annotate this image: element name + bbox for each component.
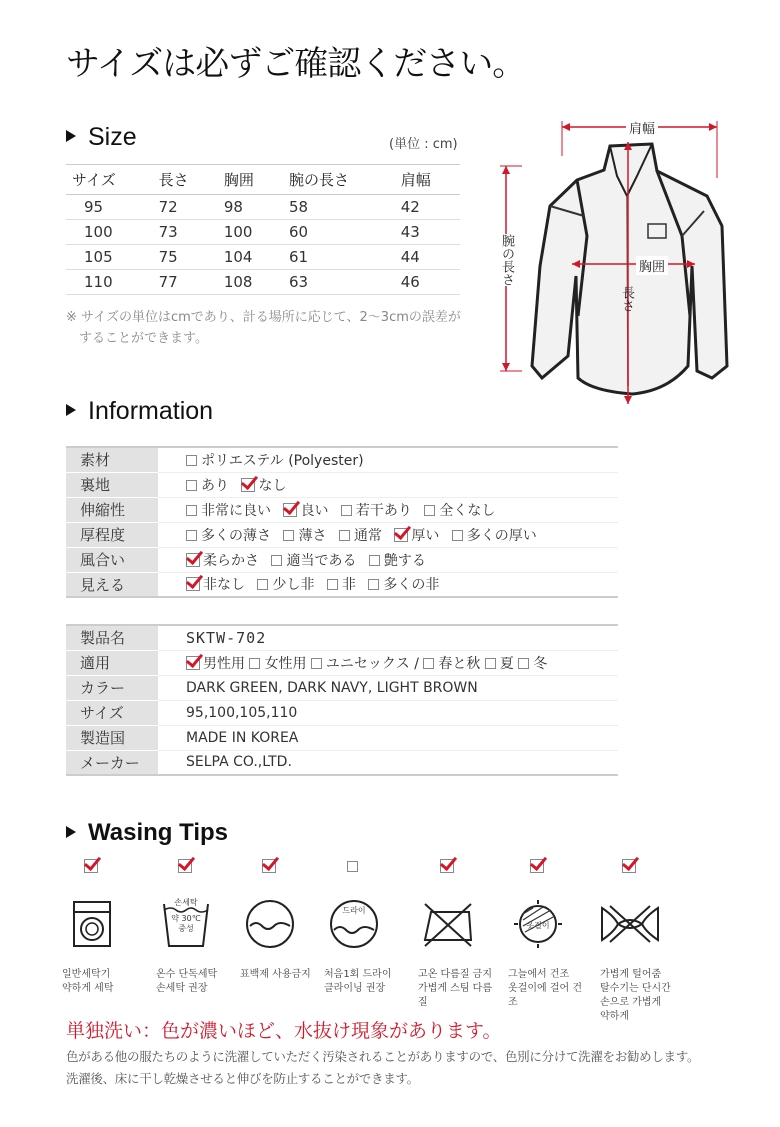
- checkbox-icon: [311, 658, 322, 669]
- table-cell: 44: [395, 245, 460, 270]
- icon-text: 중성: [178, 924, 194, 933]
- option-item: [368, 577, 439, 593]
- table-cell: 63: [283, 270, 395, 295]
- option-label: 艶する: [383, 552, 426, 569]
- tip-hand-wash: [142, 856, 230, 996]
- option-label: なし: [258, 477, 287, 494]
- table-cell: 43: [395, 220, 460, 245]
- table-cell: 60: [283, 220, 395, 245]
- checked-checkbox-icon: [84, 859, 98, 873]
- option-label: 厚い: [411, 527, 440, 544]
- checkbox-icon: [327, 579, 338, 590]
- caption-line: 옷걸이에 걸어 건조: [508, 983, 582, 1008]
- triangle-bullet-icon: [66, 404, 76, 416]
- use-label: 適用: [66, 650, 158, 675]
- size-heading-text: Size: [88, 123, 137, 151]
- product-size-value: 95,100,105,110: [158, 700, 618, 725]
- option-item: [186, 553, 259, 569]
- option-label: 多くの非: [383, 577, 440, 594]
- checkbox-icon: [424, 505, 435, 516]
- table-row: [66, 625, 618, 650]
- table-cell: 42: [395, 195, 460, 220]
- option-item: [424, 503, 495, 519]
- option-label: 通常: [353, 527, 382, 544]
- option-label: ユニセックス /: [325, 655, 419, 672]
- washing-machine-icon: [48, 896, 136, 952]
- maker-value: SELPA CO.,LTD.: [158, 750, 618, 775]
- option-item: [249, 656, 306, 672]
- color-label: カラー: [66, 675, 158, 700]
- information-heading-text: Information: [88, 397, 214, 425]
- checkbox-icon: [423, 658, 434, 669]
- washing-tips-heading: [66, 819, 228, 847]
- table-cell: 77: [153, 270, 218, 295]
- tip-mark: [586, 856, 674, 878]
- option-item: [283, 503, 328, 519]
- checkbox-icon: [341, 505, 352, 516]
- triangle-bullet-icon: [66, 826, 76, 838]
- option-label: 全くなし: [439, 502, 496, 519]
- option-label: 春と秋: [438, 655, 481, 672]
- option-label: 適当である: [286, 552, 357, 569]
- table-row: [66, 245, 460, 270]
- size-note-line: ※ サイズの単位はcmであり、計る場所に応じて、2～3cmの誤差が: [66, 310, 461, 325]
- caption-line: 손세탁 권장: [156, 983, 208, 994]
- option-item: [518, 656, 547, 672]
- caption-line: 가볍게 털어줌: [600, 969, 662, 980]
- table-row: [66, 725, 618, 750]
- col-chest: 胸囲: [218, 165, 283, 195]
- table-row: [66, 195, 460, 220]
- caption-line: 일반세탁기: [62, 969, 111, 980]
- checkbox-icon: [368, 579, 379, 590]
- hand-wash-icon: [142, 896, 230, 952]
- caption-line: 클라이닝 권장: [324, 983, 386, 994]
- table-row: [66, 547, 618, 572]
- table-cell: 46: [395, 270, 460, 295]
- option-item: [283, 528, 326, 544]
- caption-line: 처음1회 드라이: [324, 969, 392, 980]
- lining-label: 裏地: [66, 472, 158, 497]
- option-item: [186, 478, 229, 494]
- origin-value: MADE IN KOREA: [158, 725, 618, 750]
- dry-clean-icon: [310, 896, 398, 952]
- table-cell: 110: [66, 270, 153, 295]
- tip-caption: [226, 968, 314, 982]
- table-row: [66, 472, 618, 497]
- option-label: 非常に良い: [201, 502, 271, 519]
- table-row: [66, 270, 460, 295]
- tip-caption: [494, 968, 582, 1010]
- icon-text: 손세탁: [174, 898, 198, 907]
- size-table-header: [66, 165, 460, 195]
- option-item: [485, 656, 514, 672]
- size-unit: (単位 : cm): [389, 137, 458, 152]
- table-cell: 73: [153, 220, 218, 245]
- icon-text: 드라이: [342, 906, 366, 915]
- tip-caption: [310, 968, 398, 996]
- checkbox-icon: [347, 861, 358, 872]
- table-cell: 105: [66, 245, 153, 270]
- tip-no-iron: [404, 856, 492, 1010]
- option-label: 柔らかさ: [203, 552, 259, 569]
- tip-no-bleach: [226, 856, 314, 982]
- option-item: [186, 503, 271, 519]
- size-note-line: することができます。: [79, 331, 208, 346]
- lining-value: [158, 472, 618, 497]
- option-label: あり: [201, 477, 229, 494]
- table-cell: 61: [283, 245, 395, 270]
- size-note: [66, 307, 486, 349]
- option-label: 非: [341, 577, 356, 594]
- icon-text: 약 30℃: [171, 914, 201, 923]
- tip-mark: [494, 856, 582, 878]
- caption-line: 표백제 사용금지: [240, 969, 311, 980]
- col-shoulder: 肩幅: [395, 165, 460, 195]
- checkbox-icon: [369, 555, 380, 566]
- option-label: 女性用: [264, 655, 307, 672]
- table-cell: 72: [153, 195, 218, 220]
- tip-caption: [48, 968, 136, 996]
- option-item: [257, 577, 314, 593]
- stretch-label: 伸縮性: [66, 497, 158, 522]
- garment-measure-figure: [492, 116, 732, 416]
- color-value: DARK GREEN, DARK NAVY, LIGHT BROWN: [158, 675, 618, 700]
- checkbox-icon: [485, 658, 496, 669]
- tip-dry-clean: [310, 856, 398, 996]
- option-label: 少し非: [272, 577, 315, 594]
- caption-line: 약하게: [600, 1011, 629, 1022]
- option-item: [327, 577, 356, 593]
- checked-checkbox-icon: [178, 859, 192, 873]
- checked-checkbox-icon: [530, 859, 544, 873]
- checkbox-icon: [283, 530, 294, 541]
- length-label: 長さ: [619, 286, 634, 312]
- caption-line: 온수 단독세탁: [156, 969, 218, 980]
- checkbox-icon: [186, 455, 197, 466]
- checked-checkbox-icon: [241, 478, 255, 492]
- tip-mark: [310, 856, 398, 878]
- size-table: [66, 164, 460, 295]
- option-label: 夏: [499, 655, 514, 672]
- checkbox-icon: [339, 530, 350, 541]
- tip-washing-machine: [48, 856, 136, 996]
- option-item: [311, 656, 419, 672]
- table-row: [66, 750, 618, 775]
- tip-mark: [226, 856, 314, 878]
- option-label: 男性用: [203, 655, 245, 672]
- table-cell: 98: [218, 195, 283, 220]
- option-item: [186, 528, 271, 544]
- checked-checkbox-icon: [186, 656, 200, 670]
- option-label: 薄さ: [298, 527, 327, 544]
- shoulder-label: 肩幅: [626, 118, 658, 137]
- product-size-label: サイズ: [66, 700, 158, 725]
- page-title: サイズは必ずご確認ください。: [66, 44, 526, 84]
- table-cell: 100: [218, 220, 283, 245]
- option-item: [241, 478, 286, 494]
- table-cell: 108: [218, 270, 283, 295]
- hand-wash-text: [170, 898, 202, 934]
- table-cell: 95: [66, 195, 153, 220]
- washing-tips-heading-text: Wasing Tips: [88, 819, 229, 846]
- checkbox-icon: [186, 480, 197, 491]
- option-item: [423, 656, 480, 672]
- table-row: [66, 220, 460, 245]
- maker-label: メーカー: [66, 750, 158, 775]
- texture-value: [158, 547, 618, 572]
- checkbox-icon: [271, 555, 282, 566]
- col-length: 長さ: [153, 165, 218, 195]
- table-cell: 104: [218, 245, 283, 270]
- checkbox-icon: [186, 505, 197, 516]
- option-item: [394, 528, 439, 544]
- table-cell: 58: [283, 195, 395, 220]
- option-item: [186, 453, 364, 469]
- option-label: 冬: [533, 655, 548, 672]
- option-label: 非なし: [203, 577, 245, 594]
- wash-text-line: 色がある他の服たちのように洗濯していただく汚染されることがありますので、色別に分けて洗濯をお勧めします。: [66, 1049, 700, 1064]
- wash-text-line: 洗濯後、床に干し乾燥させると伸びを防止することができます。: [66, 1071, 419, 1086]
- no-wring-icon: [586, 896, 674, 952]
- tip-caption: [404, 968, 492, 1010]
- checked-checkbox-icon: [394, 528, 408, 542]
- col-size: サイズ: [66, 165, 153, 195]
- information-heading: [66, 397, 213, 426]
- option-label: 多くの厚い: [466, 527, 537, 544]
- option-item: [369, 553, 426, 569]
- material-value: [158, 447, 618, 472]
- product-name-label: 製品名: [66, 625, 158, 650]
- tip-shade-dry: [494, 856, 582, 1010]
- table-row: [66, 572, 618, 597]
- caption-line: 고온 다름질 금지: [418, 969, 492, 980]
- option-item: [339, 528, 382, 544]
- size-heading: [66, 123, 137, 152]
- origin-label: 製造国: [66, 725, 158, 750]
- option-item: [452, 528, 537, 544]
- wash-warning: 単独洗い：色が濃いほど、水抜け現象があります。: [66, 1020, 502, 1042]
- checked-checkbox-icon: [186, 577, 200, 591]
- tip-caption: [142, 968, 230, 996]
- table-row: [66, 675, 618, 700]
- option-label: 良い: [300, 502, 329, 519]
- table-row: [66, 700, 618, 725]
- icon-text: 옷걸이: [526, 921, 550, 930]
- checkbox-icon: [257, 579, 268, 590]
- table-cell: 75: [153, 245, 218, 270]
- checkbox-icon: [186, 530, 197, 541]
- tip-mark: [142, 856, 230, 878]
- product-name-value: SKTW-702: [158, 625, 618, 650]
- table-cell: 100: [66, 220, 153, 245]
- tip-mark: [404, 856, 492, 878]
- tip-caption: [586, 968, 674, 1024]
- checked-checkbox-icon: [186, 553, 200, 567]
- checked-checkbox-icon: [262, 859, 276, 873]
- triangle-bullet-icon: [66, 130, 76, 142]
- material-info-table: [66, 446, 618, 598]
- seethrough-label: 見える: [66, 572, 158, 597]
- table-row: [66, 522, 618, 547]
- caption-line: 가볍게 스팀 다름질: [418, 983, 492, 1008]
- product-info-table: [66, 624, 618, 776]
- shade-dry-icon: [494, 896, 582, 952]
- caption-line: 그늘에서 건조: [508, 969, 570, 980]
- seethrough-value: [158, 572, 618, 597]
- checked-checkbox-icon: [283, 503, 297, 517]
- option-item: [341, 503, 412, 519]
- checked-checkbox-icon: [622, 859, 636, 873]
- caption-line: 약하게 세탁: [62, 983, 114, 994]
- use-value: [158, 650, 618, 675]
- thickness-value: [158, 522, 618, 547]
- no-bleach-icon: [226, 896, 314, 952]
- option-label: 若干あり: [355, 502, 412, 519]
- table-row: [66, 447, 618, 472]
- shirt-drawing-icon: [492, 116, 732, 416]
- caption-line: 탈수기는 단시간: [600, 983, 671, 994]
- tip-mark: [48, 856, 136, 878]
- tip-no-wring: [586, 856, 674, 1024]
- col-arm: 腕の長さ: [283, 165, 395, 195]
- chest-label: 胸囲: [636, 256, 668, 275]
- option-item: [271, 553, 356, 569]
- wash-text: [66, 1046, 699, 1090]
- checked-checkbox-icon: [440, 859, 454, 873]
- material-label: 素材: [66, 447, 158, 472]
- table-row: [66, 497, 618, 522]
- texture-label: 風合い: [66, 547, 158, 572]
- stretch-value: [158, 497, 618, 522]
- arm-length-label: 腕の長さ: [499, 234, 514, 286]
- option-item: [186, 577, 245, 593]
- checkbox-icon: [518, 658, 529, 669]
- table-row: [66, 650, 618, 675]
- thickness-label: 厚程度: [66, 522, 158, 547]
- option-label: ポリエステル (Polyester): [201, 452, 364, 469]
- option-item: [186, 656, 245, 672]
- option-label: 多くの薄さ: [201, 527, 271, 544]
- checkbox-icon: [249, 658, 260, 669]
- no-iron-icon: [404, 896, 492, 952]
- caption-line: 손으로 가볍게: [600, 997, 662, 1008]
- checkbox-icon: [452, 530, 463, 541]
